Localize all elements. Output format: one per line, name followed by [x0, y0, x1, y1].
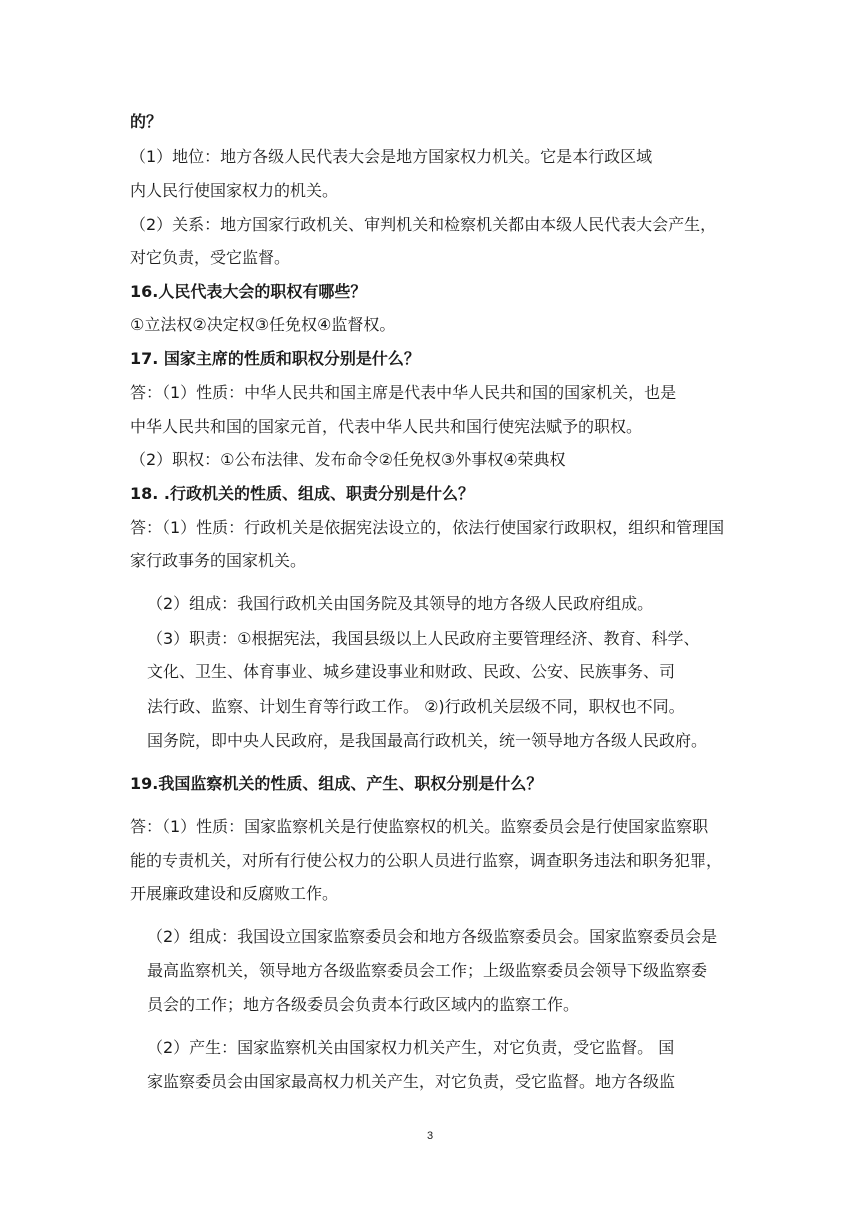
- text-line: 开展廉政建设和反腐败工作。: [130, 884, 339, 903]
- text-line: 答：（1）性质：国家监察机关是行使监察权的机关。监察委员会是行使国家监察职: [130, 817, 709, 836]
- text-line: （2）产生：国家监察机关由国家权力机关产生，对它负责，受它监督。 国: [147, 1038, 675, 1057]
- text-line: 法行政、监察、计划生育等行政工作。 ②)行政机关层级不同，职权也不同。: [147, 697, 685, 716]
- text-line: 文化、卫生、体育事业、城乡建设事业和财政、民政、公安、民族事务、司: [147, 662, 676, 681]
- text-line: （1）地位：地方各级人民代表大会是地方国家权力机关。它是本行政区域: [130, 147, 653, 166]
- text-line: 能的专责机关，对所有行使公权力的公职人员进行监察，调查职务违法和职务犯罪，: [130, 851, 723, 870]
- text-line: 对它负责，受它监督。: [130, 248, 291, 267]
- text-line: （2）组成：我国设立国家监察委员会和地方各级监察委员会。国家监察委员会是: [147, 927, 718, 946]
- text-line: ①立法权②决定权③任免权④监督权。: [130, 315, 396, 334]
- text-line: 员会的工作；地方各级委员会负责本行政区域内的监察工作。: [147, 995, 580, 1014]
- text-line: 内人民行使国家权力的机关。: [130, 181, 339, 200]
- text-line: （2）关系：地方国家行政机关、审判机关和检察机关都由本级人民代表大会产生，: [130, 215, 717, 234]
- text-line: 答：（1）性质：行政机关是依据宪法设立的，依法行使国家行政职权，组织和管理国: [130, 518, 725, 537]
- text-line: 中华人民共和国的国家元首，代表中华人民共和国行使宪法赋予的职权。: [130, 417, 643, 436]
- text-line: （2）组成：我国行政机关由国务院及其领导的地方各级人民政府组成。: [147, 594, 654, 613]
- page-number: 3: [426, 1130, 434, 1142]
- question-heading: 16.人民代表大会的职权有哪些？: [130, 282, 367, 301]
- text-line: 家行政事务的国家机关。: [130, 551, 307, 570]
- text-line: （3）职责：①根据宪法，我国县级以上人民政府主要管理经济、教育、科学、: [147, 629, 700, 648]
- text-line: 最高监察机关，领导地方各级监察委员会工作；上级监察委员会领导下级监察委: [147, 961, 708, 980]
- text-line: （2）职权：①公布法律、发布命令②任免权③外事权④荣典权: [130, 450, 566, 469]
- text-line: 答：（1）性质：中华人民共和国主席是代表中华人民共和国的国家机关，也是: [130, 383, 677, 402]
- question-heading: 18. .行政机关的性质、组成、职责分别是什么？: [130, 484, 474, 503]
- text-line: 的？: [130, 112, 163, 131]
- question-heading: 17. 国家主席的性质和职权分别是什么？: [130, 349, 420, 368]
- text-line: 家监察委员会由国家最高权力机关产生，对它负责，受它监督。地方各级监: [147, 1072, 676, 1091]
- text-line: 国务院，即中央人民政府，是我国最高行政机关，统一领导地方各级人民政府。: [147, 731, 708, 750]
- question-heading: 19.我国监察机关的性质、组成、产生、职权分别是什么？: [130, 774, 543, 793]
